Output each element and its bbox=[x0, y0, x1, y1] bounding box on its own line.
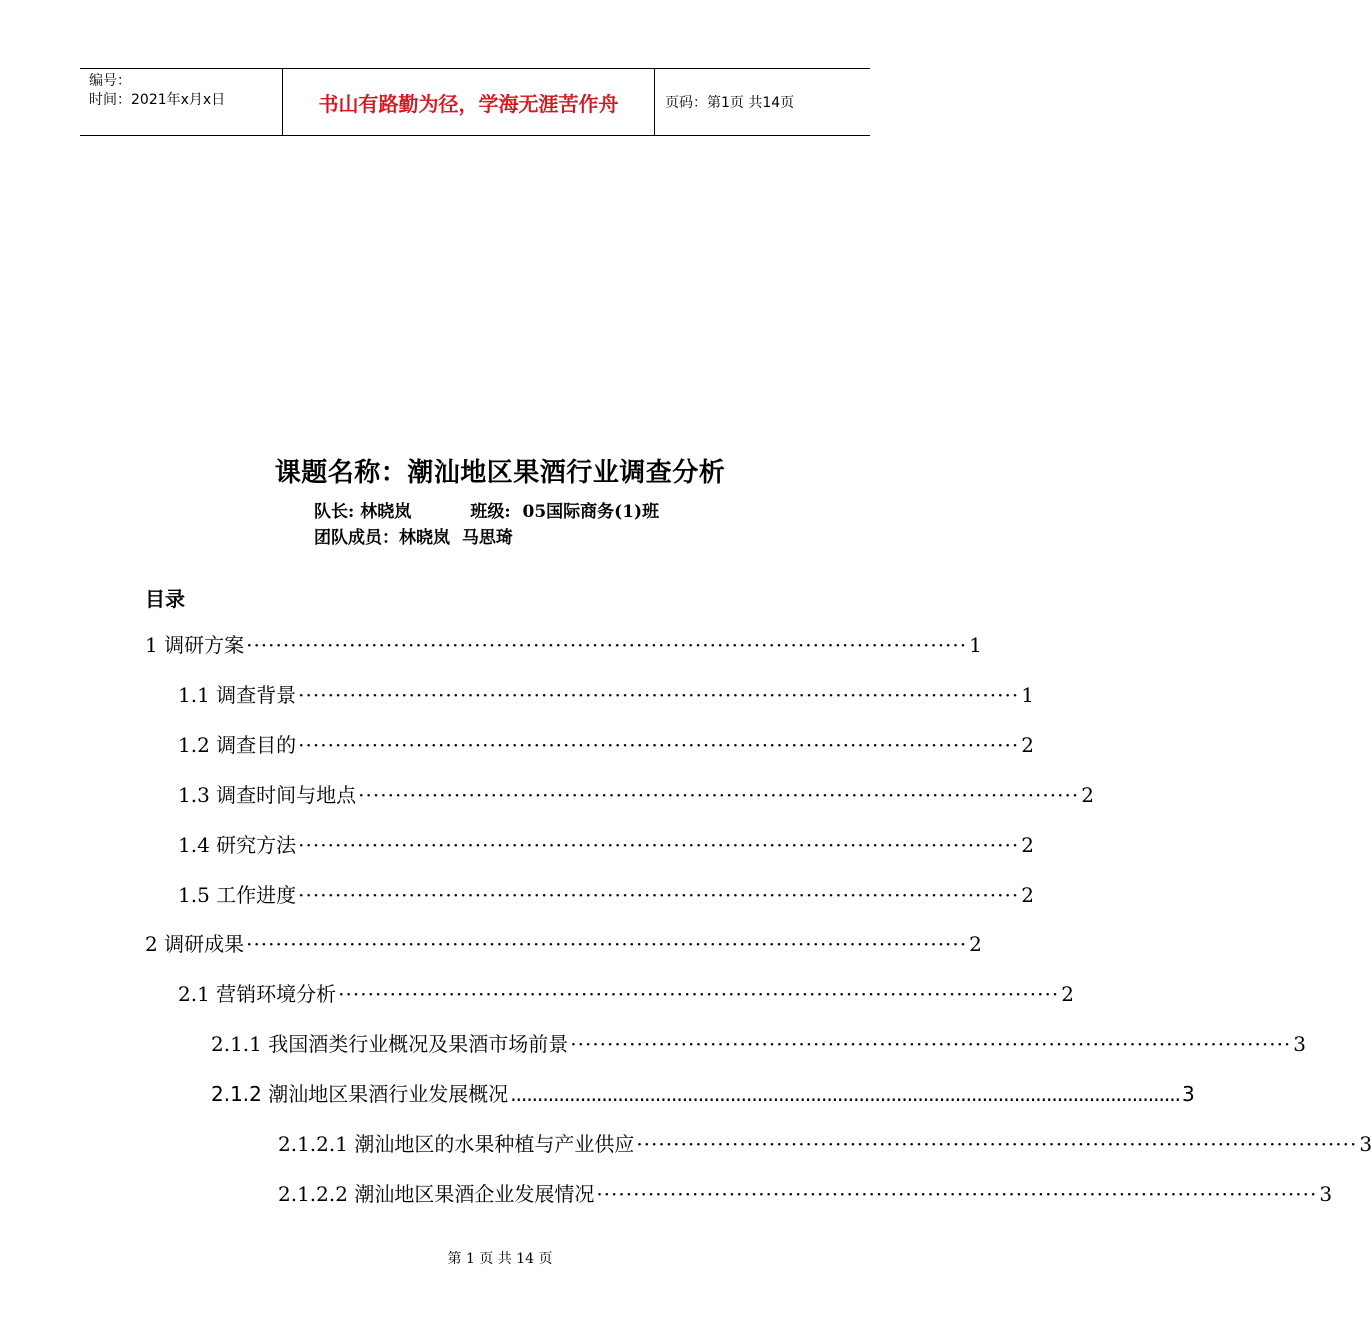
toc-entry[interactable] bbox=[278, 1130, 1372, 1158]
toc-entry[interactable] bbox=[178, 980, 1074, 1008]
toc-entry[interactable] bbox=[145, 631, 982, 659]
document-title: 课题名称：潮汕地区果酒行业调查分析 bbox=[274, 458, 726, 488]
toc-leader-dots: ·································································································· bbox=[298, 833, 1020, 857]
toc-entry-page: 3 bbox=[1181, 1082, 1195, 1106]
toc-leader-dots: ·································································································· bbox=[570, 1032, 1292, 1056]
team-leader-class: 队长: 林晓岚 班级: 05国际商务(1)班 bbox=[314, 502, 660, 522]
page-header bbox=[80, 68, 870, 136]
toc-entry-label: 2.1.2 潮汕地区果酒行业发展概况 bbox=[211, 1082, 509, 1106]
toc-entry-page: 2 bbox=[1021, 733, 1034, 757]
toc-leader-dots: ·································································································· bbox=[298, 883, 1020, 907]
team-members: 团队成员：林晓岚 马思琦 bbox=[314, 528, 513, 548]
toc-entry-page: 2 bbox=[1061, 982, 1074, 1006]
toc-leader-dots: ............................................................................................................................. bbox=[510, 1082, 1180, 1106]
toc-entry-page: 1 bbox=[1021, 683, 1034, 707]
toc-entry-label: 1.5 工作进度 bbox=[178, 883, 297, 907]
toc-entry-label: 1.3 调查时间与地点 bbox=[178, 783, 357, 807]
toc-entry-label: 1.4 研究方法 bbox=[178, 833, 297, 857]
header-motto: 书山有路勤为径，学海无涯苦作舟 bbox=[282, 69, 655, 135]
toc-leader-dots: ·································································································· bbox=[246, 932, 968, 956]
toc-entry-page: 2 bbox=[1021, 833, 1034, 857]
header-page-info: 页码：第1页 共14页 bbox=[665, 95, 795, 111]
toc-leader-dots: ·································································································· bbox=[246, 633, 968, 657]
page-footer: 第 1 页 共 14 页 bbox=[447, 1251, 553, 1267]
toc-entry-label: 2.1.2.2 潮汕地区果酒企业发展情况 bbox=[278, 1182, 595, 1206]
toc-entry[interactable] bbox=[178, 881, 1034, 909]
toc-entry-page: 2 bbox=[1021, 883, 1034, 907]
number-label: 编号： bbox=[89, 73, 131, 89]
toc-entry-page: 3 bbox=[1319, 1182, 1333, 1206]
toc-entry[interactable] bbox=[178, 681, 1034, 709]
toc-entry-label: 1.1 调查背景 bbox=[178, 683, 297, 707]
toc-entry[interactable] bbox=[145, 930, 982, 958]
toc-entry[interactable] bbox=[211, 1030, 1307, 1058]
toc-heading: 目录 bbox=[145, 587, 185, 611]
toc-leader-dots: ·································································································· bbox=[636, 1132, 1358, 1156]
toc-entry-page: 2 bbox=[1081, 783, 1094, 807]
toc-entry-label: 2.1.2.1 潮汕地区的水果种植与产业供应 bbox=[278, 1132, 635, 1156]
toc-entry[interactable] bbox=[278, 1180, 1333, 1208]
toc-entry[interactable] bbox=[211, 1080, 1195, 1108]
toc-entry[interactable] bbox=[178, 731, 1034, 759]
toc-entry-label: 1.2 调查目的 bbox=[178, 733, 297, 757]
toc-entry[interactable] bbox=[178, 781, 1094, 809]
header-left-cell bbox=[80, 69, 282, 135]
toc-leader-dots: ·································································································· bbox=[358, 783, 1080, 807]
toc-entry-label: 1 调研方案 bbox=[145, 633, 245, 657]
time-label: 时间：2021年x月x日 bbox=[89, 92, 226, 108]
toc-entry-label: 2 调研成果 bbox=[145, 932, 245, 956]
toc-entry-page: 3 bbox=[1293, 1032, 1307, 1056]
toc-entry[interactable] bbox=[178, 831, 1034, 859]
toc-entry-label: 2.1 营销环境分析 bbox=[178, 982, 337, 1006]
toc-entry-label: 2.1.1 我国酒类行业概况及果酒市场前景 bbox=[211, 1032, 569, 1056]
toc-entry-page: 3 bbox=[1359, 1132, 1372, 1156]
toc-entry-page: 1 bbox=[969, 633, 982, 657]
toc-leader-dots: ·································································································· bbox=[338, 982, 1060, 1006]
toc-entry-page: 2 bbox=[969, 932, 982, 956]
toc-leader-dots: ·································································································· bbox=[298, 733, 1020, 757]
toc-leader-dots: ·································································································· bbox=[298, 683, 1020, 707]
toc-leader-dots: ·································································································· bbox=[596, 1182, 1318, 1206]
